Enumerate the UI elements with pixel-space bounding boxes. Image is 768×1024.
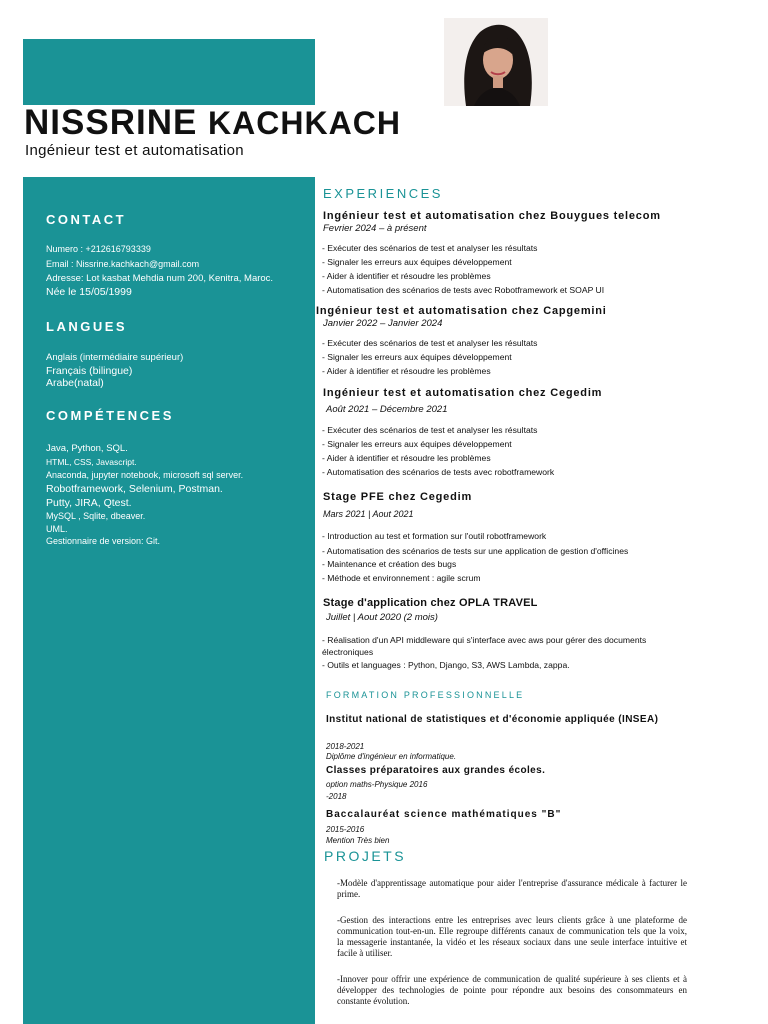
job-date: Août 2021 – Décembre 2021 xyxy=(326,404,448,415)
langue-item: Français (bilingue) xyxy=(46,365,133,377)
education-detail: Mention Très bien xyxy=(326,836,390,845)
job-title: Ingénieur test et automatisation chez Capgemini xyxy=(316,305,607,317)
competence-item: Anaconda, jupyter notebook, microsoft sql server. xyxy=(46,470,244,480)
projets-heading: PROJETS xyxy=(324,848,407,864)
job-title: Ingénieur test et automatisation chez Cegedim xyxy=(323,387,603,399)
job-date: Janvier 2022 – Janvier 2024 xyxy=(323,318,443,329)
job-bullet: - Réalisation d'un API middleware qui s'interface avec aws pour gérer des documents électroniques xyxy=(322,634,692,658)
project-item: -Modèle d'apprentissage automatique pour aider l'entreprise d'assurance médicale à facturer le prime. xyxy=(337,878,687,899)
contact-email: Email : Nissrine.kachkach@gmail.com xyxy=(46,259,200,269)
job-bullet: - Exécuter des scénarios de test et analyser les résultats xyxy=(322,243,537,253)
job-title: Stage d'application chez OPLA TRAVEL xyxy=(323,597,538,609)
header-accent-bar xyxy=(23,39,315,105)
job-date: Mars 2021 | Aout 2021 xyxy=(323,509,414,519)
competence-item: Putty, JIRA, Qtest. xyxy=(46,497,132,509)
job-bullet: - Introduction au test et formation sur l'outil robotframework xyxy=(322,531,546,541)
langue-item: Anglais (intermédiaire supérieur) xyxy=(46,352,184,363)
job-bullet: - Aider à identifier et résoudre les problèmes xyxy=(322,271,491,281)
education-title: Baccalauréat science mathématiques "B" xyxy=(326,809,562,820)
contact-address: Adresse: Lot kasbat Mehdia num 200, Kenitra, Maroc. xyxy=(46,273,274,284)
education-date: -2018 xyxy=(326,792,347,801)
competences-heading: COMPÉTENCES xyxy=(46,408,174,423)
education-date: 2018-2021 xyxy=(326,742,365,751)
job-date: Juillet | Aout 2020 (2 mois) xyxy=(326,612,438,623)
competence-item: HTML, CSS, Javascript. xyxy=(46,457,137,467)
job-bullet: - Aider à identifier et résoudre les problèmes xyxy=(322,453,491,463)
job-bullet: - Exécuter des scénarios de test et analyser les résultats xyxy=(322,425,537,435)
langues-heading: LANGUES xyxy=(46,319,128,334)
contact-birthdate: Née le 15/05/1999 xyxy=(46,286,132,298)
education-date: 2015-2016 xyxy=(326,825,365,834)
sidebar xyxy=(23,177,315,1024)
competence-item: Gestionnaire de version: Git. xyxy=(46,536,161,546)
first-name: NISSRINE xyxy=(24,103,198,142)
competence-item: Java, Python, SQL. xyxy=(46,443,128,454)
job-date: Fevrier 2024 – à présent xyxy=(323,223,427,234)
job-bullet: - Automatisation des scénarios de tests avec Robotframework et SOAP UI xyxy=(322,285,604,295)
job-title: Stage PFE chez Cegedim xyxy=(323,491,473,503)
last-name: KACHKACH xyxy=(208,105,401,141)
education-detail: option maths-Physique 2016 xyxy=(326,780,428,789)
formation-heading: FORMATION PROFESSIONNELLE xyxy=(326,690,525,700)
portrait-photo-icon xyxy=(444,18,548,106)
full-name xyxy=(24,103,401,143)
project-item: -Gestion des interactions entre les entreprises avec leurs clients grâce à une plateforme de communication tout-en-un. Elle regroupe différents canaux de communication tels que la voix, la messagerie instantanée, la vidéo et les réseaux sociaux dans une seule interface intuitive et facile à utiliser. xyxy=(337,915,687,958)
job-bullet: - Maintenance et création des bugs xyxy=(322,559,456,569)
job-title: Ingénieur test et automatisation chez Bouygues telecom xyxy=(323,210,661,222)
education-title: Classes préparatoires aux grandes écoles. xyxy=(326,765,546,776)
experiences-heading: EXPERIENCES xyxy=(323,186,443,201)
competence-item: MySQL , Sqlite, dbeaver. xyxy=(46,511,146,521)
job-bullet: - Automatisation des scénarios de tests avec robotframework xyxy=(322,467,554,477)
job-bullet: - Automatisation des scénarios de tests sur une application de gestion d'officines xyxy=(322,546,628,556)
job-bullet: - Signaler les erreurs aux équipes développement xyxy=(322,352,512,362)
competence-item: UML. xyxy=(46,524,68,534)
contact-heading: CONTACT xyxy=(46,212,127,227)
langue-item: Arabe(natal) xyxy=(46,377,104,389)
job-bullet: - Exécuter des scénarios de test et analyser les résultats xyxy=(322,338,537,348)
job-bullet: - Méthode et environnement : agile scrum xyxy=(322,573,481,583)
education-title: Institut national de statistiques et d'économie appliquée (INSEA) xyxy=(326,714,659,725)
competence-item: Robotframework, Selenium, Postman. xyxy=(46,483,223,495)
project-item: -Innover pour offrir une expérience de communication de qualité supérieure à ses clients et à développer des technologies de pointe pour répondre aux besoins des consommateurs en constante évolution. xyxy=(337,974,687,1006)
education-detail: Diplôme d'ingénieur en informatique. xyxy=(326,752,457,761)
job-bullet: - Aider à identifier et résoudre les problèmes xyxy=(322,366,491,376)
job-bullet: - Outils et languages : Python, Django, S3, AWS Lambda, zappa. xyxy=(322,660,570,670)
job-bullet: - Signaler les erreurs aux équipes développement xyxy=(322,439,512,449)
contact-phone: Numero : +212616793339 xyxy=(46,244,151,254)
job-subtitle: Ingénieur test et automatisation xyxy=(25,142,244,159)
job-bullet: - Signaler les erreurs aux équipes développement xyxy=(322,257,512,267)
